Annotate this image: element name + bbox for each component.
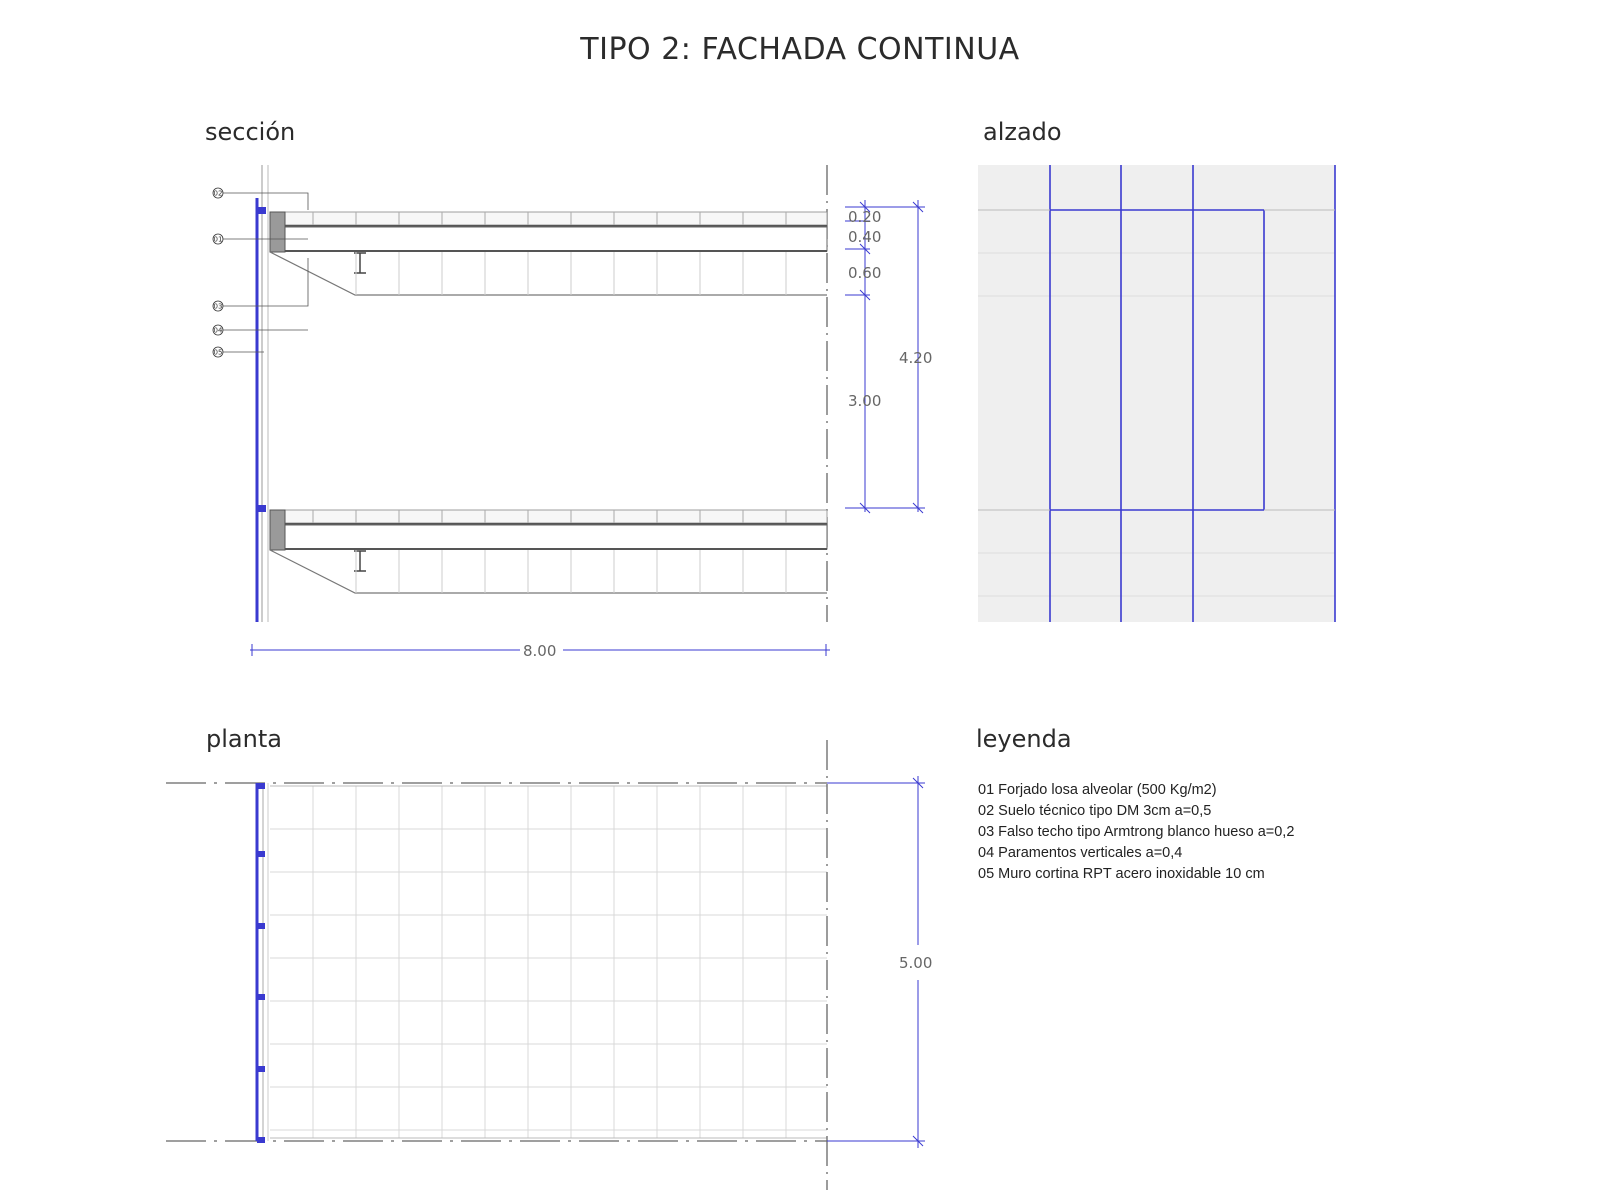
lower-slab bbox=[257, 505, 827, 593]
legend-item-05: 05 Muro cortina RPT acero inoxidable 10 cm bbox=[978, 866, 1265, 882]
dim-4-20: 4.20 bbox=[899, 349, 933, 367]
callout-01-label: 01 bbox=[213, 235, 223, 244]
callout-02-label: 02 bbox=[213, 189, 223, 198]
dim-3-00: 3.00 bbox=[848, 392, 882, 410]
legend-item-02: 02 Suelo técnico tipo DM 3cm a=0,5 bbox=[978, 803, 1212, 819]
plan-view bbox=[166, 740, 932, 1190]
leyenda-title: leyenda bbox=[976, 725, 1072, 753]
dim-8-00: 8.00 bbox=[523, 642, 557, 660]
drawing-title: TIPO 2: FACHADA CONTINUA bbox=[580, 32, 1020, 67]
legend-item-04: 04 Paramentos verticales a=0,4 bbox=[978, 845, 1183, 861]
callout-03 bbox=[213, 258, 308, 311]
section-dimensions bbox=[250, 200, 925, 656]
callout-03-label: 03 bbox=[213, 302, 223, 311]
upper-slab bbox=[257, 207, 827, 295]
dim-0-20: 0.20 bbox=[848, 208, 882, 226]
callout-04 bbox=[213, 325, 308, 335]
dim-5-00: 5.00 bbox=[899, 954, 933, 972]
elevation-view bbox=[978, 165, 1335, 622]
legend-item-03: 03 Falso techo tipo Armtrong blanco hueso a=0,2 bbox=[978, 824, 1295, 840]
callout-02 bbox=[213, 188, 308, 210]
alzado-title: alzado bbox=[983, 118, 1062, 146]
legend-list bbox=[978, 780, 1294, 885]
planta-title: planta bbox=[206, 725, 282, 753]
dim-0-40: 0.40 bbox=[848, 228, 882, 246]
callout-05-label: 05 bbox=[213, 348, 223, 357]
callout-04-label: 04 bbox=[213, 326, 223, 335]
dim-0-60: 0.60 bbox=[848, 264, 882, 282]
legend-item-01: 01 Forjado losa alveolar (500 Kg/m2) bbox=[978, 782, 1217, 798]
section-view bbox=[213, 165, 932, 660]
seccion-title: sección bbox=[205, 118, 296, 146]
